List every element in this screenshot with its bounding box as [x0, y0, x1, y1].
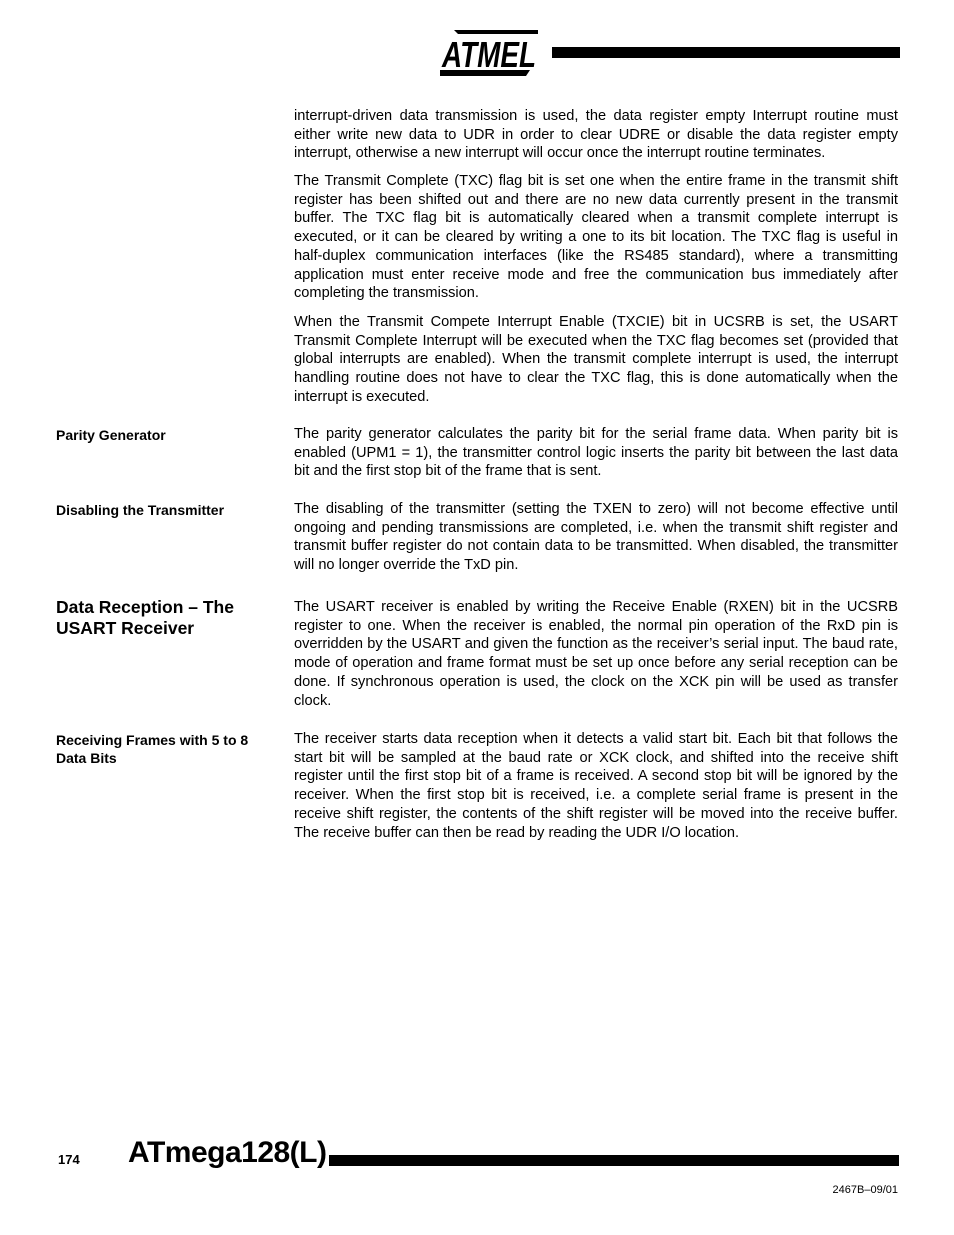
header-rule [552, 47, 900, 58]
heading-parity-generator: Parity Generator [56, 427, 166, 443]
paragraph-txcie: When the Transmit Compete Interrupt Enable (TXCIE) bit in UCSRB is set, the USART Transmit Complete Interrupt will be executed when the TXC flag becomes set (provided that global interrupts are enabled). When the transmit complete interrupt is used, the interrupt handling routine does not have to clear the TXC flag, this is done automatically when the interrupt is executed. [294, 314, 898, 405]
atmel-logo [440, 30, 538, 76]
heading-receiving-frames: Receiving Frames with 5 to 8 Data Bits [56, 732, 249, 766]
paragraph-data-reception: The USART receiver is enabled by writing the Receive Enable (RXEN) bit in the UCSRB register to one. When the receiver is enabled, the normal pin operation of the RxD pin is overridden by the USART and given the function as the receiver’s serial input. The baud rate, mode of operation and frame format must be set up once before any serial reception can be done. If synchronous operation is used, the clock on the XCK pin will be used as transfer clock. [294, 599, 898, 709]
heading-data-reception: Data Reception – The USART Receiver [56, 597, 234, 638]
paragraph-disabling-transmitter: The disabling of the transmitter (setting the TXEN to zero) will not become effective until ongoing and pending transmissions are completed, i.e. when the transmit shift register and transmit buffer register do not contain data to be transmitted. When disabled, the transmitter will no longer override the TxD pin. [294, 501, 898, 574]
paragraph-udre: interrupt-driven data transmission is used, the data register empty Interrupt routine must either write new data to UDR in order to clear UDRE or disable the data register empty interrupt, otherwise a new interrupt will occur once the interrupt routine terminates. [294, 108, 898, 162]
paragraph-txc: The Transmit Complete (TXC) flag bit is set one when the entire frame in the transmit shift register has been shifted out and there are no new data currently present in the transmit buffer. The TXC flag bit is automatically cleared when a transmit complete interrupt is executed, or it can be cleared by writing a one to its bit location. The TXC flag is useful in half-duplex communication interfaces (like the RS485 standard), where a transmitting application must enter receive mode and free the communication bus immediately after completing the transmission. [294, 173, 898, 302]
heading-disabling-transmitter: Disabling the Transmitter [56, 502, 225, 518]
footer-rule [329, 1155, 899, 1166]
svg-text:ATMEL: ATMEL [441, 34, 536, 75]
page-number: 174 [58, 1152, 80, 1167]
paragraph-parity-generator: The parity generator calculates the parity bit for the serial frame data. When parity bit is enabled (UPM1 = 1), the transmitter control logic inserts the parity bit between the last data bit and the first stop bit of the frame that is sent. [294, 426, 898, 480]
footer-title: ATmega128(L) [128, 1136, 327, 1169]
document-number: 2467B–09/01 [832, 1184, 898, 1196]
paragraph-receiving-frames: The receiver starts data reception when it detects a valid start bit. Each bit that follows the start bit will be sampled at the baud rate or XCK clock, and shifted into the receive shift register until the first stop bit of a frame is received. A second stop bit will be ignored by the receiver. When the first stop bit is received, i.e. a complete serial frame is present in the receive shift register, the contents of the shift register will be moved into the receive buffer. The receive buffer can then be read by reading the UDR I/O location. [294, 731, 898, 841]
